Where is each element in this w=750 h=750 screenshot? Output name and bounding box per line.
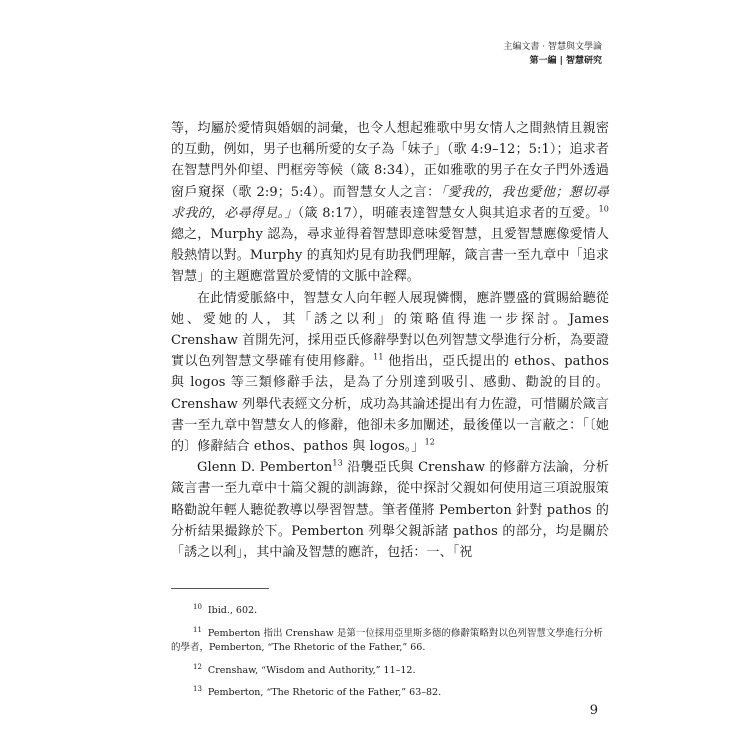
footnote-number: 13 (193, 685, 202, 694)
paragraph-3 (171, 457, 609, 563)
text-run: 等，均屬於愛情與婚姻的詞彙，也令人想起雅歌中男女情人之間熱情且親密的互動，例如，男子也稱所愛的女子為「妹子」（歌 4:9–12；5:1）；追求者在智慧門外仰望、門框旁等候（箴 8:34），正如雅歌的男子在女子門外透過窗戶窺探（歌 2:9；5:4）。而智慧女人之言： (171, 121, 609, 200)
footnote-10 (171, 600, 609, 619)
running-head-section: 第一編 | 智慧研究 (529, 56, 602, 66)
scripture-quote: 「愛我的，我也愛他；懇切尋求我的，必尋得見。」 (171, 184, 609, 221)
text-run: 在此情愛脈絡中，智慧女人向年輕人展現憐憫，應許豐盛的賞賜給聽從她、愛她的人，其「誘之以利」的策略值得進一步探討。James Crenshaw 首開先河，採用亞氏修辭學對以色列智慧文學進行分析，為要證實以色列智慧文學確有使用修辭。 (171, 290, 609, 370)
footnote-text: Ibid., 602. (207, 605, 258, 617)
running-head (503, 40, 602, 68)
footnote-12 (171, 660, 609, 679)
text-run: 總之，Murphy 認為，尋求並得着智慧即意味愛智慧，且愛智慧應像愛情人般熱情以對。Murphy 的真知灼見有助我們理解，箴言書一至九章中「追求智慧」的主題應當置於愛情的文脈中詮釋。 (171, 227, 609, 285)
footnotes (171, 600, 609, 705)
text-run: 他指出，亞氏提出的 ethos、pathos 與 logos 等三類修辭手法，是為了分別達到吸引、感動、勸說的目的。Crenshaw 列舉代表經文分析，成功為其論述提出有力佐證，可惜關於箴言書一至九章中智慧女人的修辭，他卻未多加闡述，最後僅以一言蔽之：「〔她的〕修辭結合 ethos、pathos 與 logos。」 (171, 354, 609, 455)
footnote-number: 12 (193, 662, 202, 671)
footnote-rule (171, 588, 269, 589)
footnote-11 (171, 623, 609, 656)
footnote-ref[interactable]: 11 (373, 352, 384, 362)
page-number: 9 (589, 703, 598, 718)
text-run: Glenn D. Pemberton (197, 460, 333, 476)
footnote-text: Pemberton, “The Rhetoric of the Father,” 63–82. (207, 687, 442, 699)
footnote-ref[interactable]: 10 (598, 204, 609, 214)
running-head-title: 主編文書 · 智慧與文學論 (503, 42, 602, 52)
footnote-ref[interactable]: 13 (332, 458, 343, 468)
footnote-ref[interactable]: 12 (424, 437, 435, 447)
footnote-13 (171, 682, 609, 701)
paragraph-2 (171, 288, 609, 458)
footnote-number: 11 (193, 625, 202, 634)
paragraph-1 (171, 118, 609, 288)
footnote-text: Crenshaw, “Wisdom and Authority,” 11–12. (207, 664, 416, 676)
footnote-text: Pemberton 指出 Crenshaw 是第一位採用亞里斯多德的修辭策略對以色列智慧文學進行分析的學者，Pemberton, “The Rhetoric of the Father,” 66. (171, 627, 603, 654)
text-run: （箴 8:17），明確表達智慧女人與其追求者的互愛。 (297, 205, 599, 221)
body-text (171, 118, 609, 563)
text-run: 沿襲亞氏與 Crenshaw 的修辭方法論，分析箴言書一至九章中十篇父親的訓誨錄，從中探討父親如何使用這三項說服策略勸說年輕人聽從教導以學習智慧。筆者僅將 Pemberton 針對 pathos 的分析結果撮錄於下。Pemberton 列舉父親訴諸 pathos 的部分，均是關於「誘之以利」，其中論及智慧的應許，包括：一、「祝 (171, 460, 609, 561)
footnote-number: 10 (193, 603, 202, 611)
